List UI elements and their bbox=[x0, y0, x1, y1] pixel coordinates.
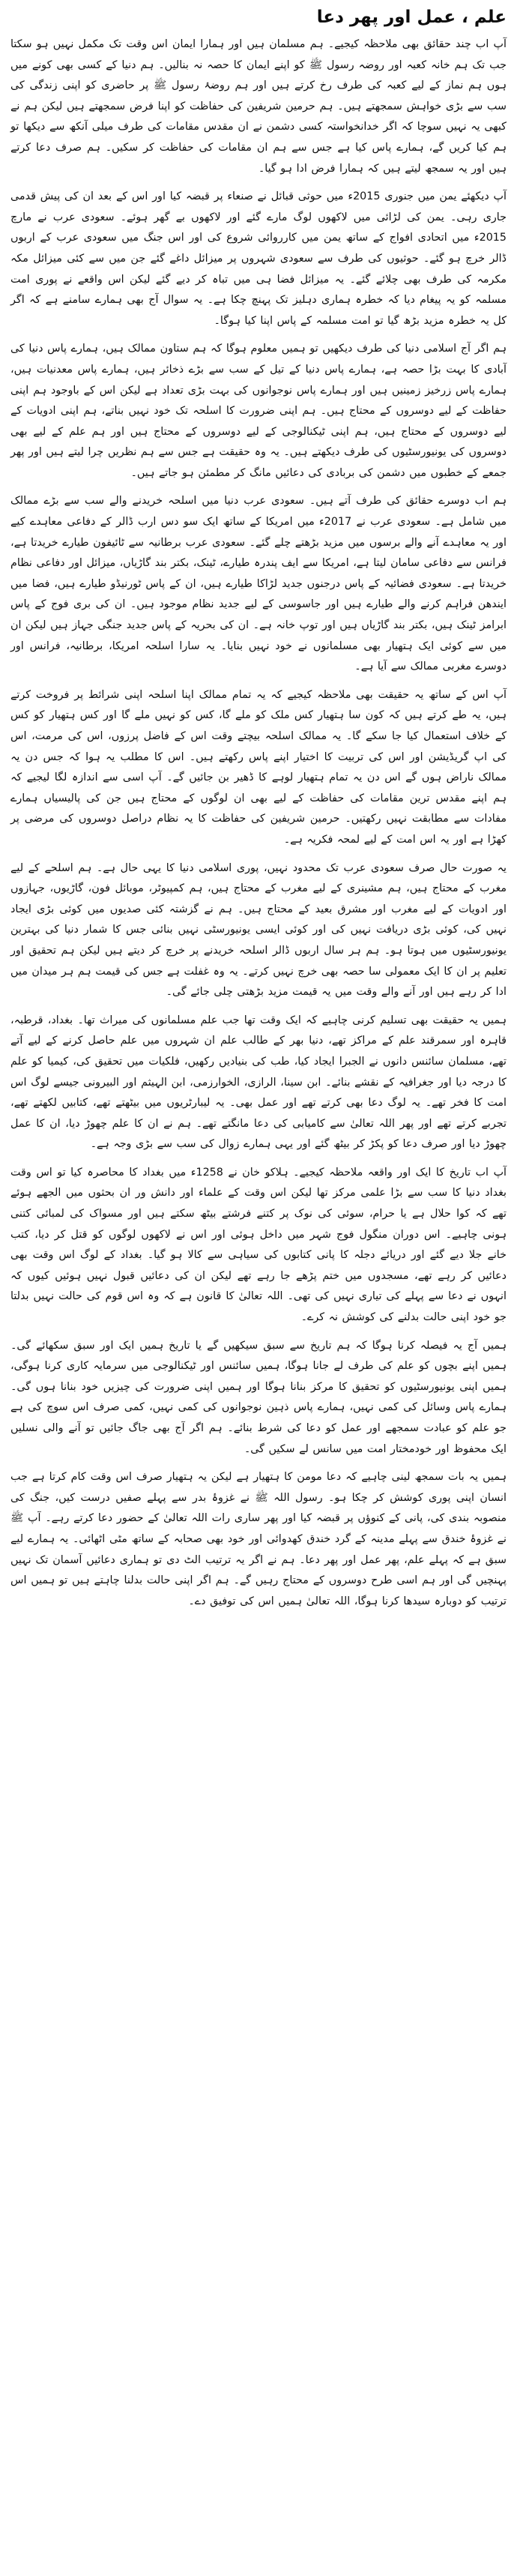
paragraph: آپ اس کے ساتھ یہ حقیقت بھی ملاحظہ کیجیے کہ یہ تمام ممالک اپنا اسلحہ اپنی شرائط پر فروخت کرتے ہیں، یہ طے کرتے ہیں کہ کون سا ہتھیار کس ملک کو ملے گا، کس کو نہیں ملے گا اور کس ہتھیار کو کس کے خلاف استعمال کیا جا سکے گا۔ یہ ممالک اسلحہ بیچتے وقت اس کے فاضل پرزوں، اس کی مرمت، اس کی اپ گریڈیشن اور اس کی تربیت کا اختیار اپنے پاس رکھتے ہیں۔ اس کا مطلب یہ ہوا کہ جس دن یہ ممالک ناراض ہوں گے اس دن یہ تمام ہتھیار لوہے کا ڈھیر بن جائیں گے۔ آپ اسی سے اندازہ لگا لیجیے کہ ہم اپنے مقدس ترین مقامات کی حفاظت کے لیے بھی ان لوگوں کے محتاج ہیں جن کی پالیسیاں ہمارے مفادات سے مطابقت نہیں رکھتیں۔ حرمین شریفین کی حفاظت کا یہ نظام دراصل دوسروں کی مرضی پر کھڑا ہے اور یہ اس امت کے لیے لمحہ فکریہ ہے۔ bbox=[10, 688, 507, 846]
paragraph: یہ صورت حال صرف سعودی عرب تک محدود نہیں، پوری اسلامی دنیا کا یہی حال ہے۔ ہم اسلحے کے لیے مغرب کے محتاج ہیں، ہم مشینری کے لیے مغرب کے محتاج ہیں، ہم کمپیوٹر، موبائل فون، گاڑیوں، جہازوں اور ادویات کے لیے مغرب اور مشرق بعید کے محتاج ہیں۔ ہم نے گزشتہ کئی صدیوں میں کوئی بڑی ایجاد نہیں کی، کوئی بڑی دریافت نہیں کی اور کوئی ایسی یونیورسٹی نہیں بنائی جس کا شمار دنیا کی بہترین یونیورسٹیوں میں ہوتا ہو۔ ہم ہر سال اربوں ڈالر اسلحہ خریدنے پر خرچ کر دیتے ہیں لیکن ہم تحقیق اور تعلیم پر ان کا ایک معمولی سا حصہ بھی خرچ نہیں کرتے۔ یہ وہ غفلت ہے جس کی قیمت ہم ہر میدان میں ادا کر رہے ہیں اور آنے والے وقت میں یہ قیمت مزید بڑھتی چلی جائے گی۔ bbox=[10, 861, 507, 999]
paragraph: آپ اب چند حقائق بھی ملاحظہ کیجیے۔ ہم مسلمان ہیں اور ہمارا ایمان اس وقت تک مکمل نہیں ہو سکتا جب تک ہم خانہ کعبہ اور روضہ رسول ﷺ کو اپنے ایمان کا حصہ نہ بنالیں۔ ہم دنیا کے کسی بھی کونے میں ہوں ہم نماز کے لیے کعبہ کی طرف رخ کرتے ہیں اور ہم روضۂ رسول ﷺ پر حاضری کو اپنی زندگی کی سب سے بڑی خواہش سمجھتے ہیں۔ ہم حرمین شریفین کی حفاظت کو اپنا فرض سمجھتے ہیں لیکن ہم نے کبھی یہ نہیں سوچا کہ اگر خدانخواستہ کسی دشمن نے ان مقدس مقامات کی طرف میلی آنکھ سے دیکھا تو ہم کیا کریں گے، ہمارے پاس کیا ہے جس سے ہم ان مقامات کی حفاظت کر سکیں۔ ہم صرف دعا کرتے ہیں اور یہ سمجھ لیتے ہیں کہ ہمارا فرض ادا ہو گیا۔ bbox=[10, 38, 507, 175]
paragraph: آپ اب تاریخ کا ایک اور واقعہ ملاحظہ کیجیے۔ ہلاکو خان نے 1258ء میں بغداد کا محاصرہ کیا تو اس وقت بغداد دنیا کا سب سے بڑا علمی مرکز تھا لیکن اس وقت کے علماء اور دانش ور ان بحثوں میں الجھے ہوئے تھے کہ کوا حلال ہے یا حرام، سوئی کی نوک پر کتنے فرشتے بیٹھ سکتے ہیں اور مسواک کی لمبائی کتنی ہونی چاہیے۔ اس دوران منگول فوج شہر میں داخل ہوئی اور اس نے لاکھوں لوگوں کو قتل کر دیا، کتب خانے جلا دیے گئے اور دریائے دجلہ کا پانی کتابوں کی سیاہی سے کالا ہو گیا۔ بغداد کے لوگ اس وقت بھی دعائیں کر رہے تھے، مسجدوں میں ختم پڑھے جا رہے تھے لیکن ان کی دعائیں قبول نہیں ہوئیں کیوں کہ انہوں نے دعا سے پہلے کی تیاری نہیں کی تھی۔ اللہ تعالیٰ کا قانون ہے کہ وہ اس قوم کی حالت نہیں بدلتا جو خود اپنی حالت بدلنے کی کوشش نہ کرے۔ bbox=[10, 1166, 507, 1324]
paragraph: ہمیں آج یہ فیصلہ کرنا ہوگا کہ ہم تاریخ سے سبق سیکھیں گے یا تاریخ ہمیں ایک اور سبق سکھائے گی۔ ہمیں اپنے بچوں کو علم کی طرف لے جانا ہوگا، ہمیں سائنس اور ٹیکنالوجی میں سرمایہ کاری کرنا ہوگی، ہمیں اپنی یونیورسٹیوں کو تحقیق کا مرکز بنانا ہوگا اور ہمیں اپنی ضرورت کی چیزیں خود بنانا ہوں گی۔ ہمارے پاس وسائل کی کمی نہیں، ہمارے پاس ذہین نوجوانوں کی کمی نہیں، کمی صرف اس سوچ کی ہے جو علم کو عبادت سمجھے اور عمل کو دعا کی شرط بنائے۔ ہم اگر آج بھی جاگ جائیں تو آنے والی نسلیں ایک محفوظ اور خودمختار امت میں سانس لے سکیں گی۔ bbox=[10, 1339, 507, 1455]
paragraph: آپ دیکھئے یمن میں جنوری 2015ء میں حوثی قبائل نے صنعاء پر قبضہ کیا اور اس کے بعد ان کی پیش قدمی جاری رہی۔ یمن کی لڑائی میں لاکھوں لوگ مارے گئے اور لاکھوں بے گھر ہوئے۔ سعودی عرب نے مارچ 2015ء میں اتحادی افواج کے ساتھ یمن میں کارروائی شروع کی اور اس جنگ میں سعودی عرب کے اربوں ڈالر خرچ ہو گئے۔ حوثیوں کی طرف سے سعودی شہروں پر میزائل داغے گئے جن میں سے کئی میزائل مکہ مکرمہ کی طرف بھی چلائے گئے۔ یہ میزائل فضا ہی میں تباہ کر دیے گئے لیکن اس واقعے نے پوری امت مسلمہ کو یہ پیغام دیا کہ خطرہ ہماری دہلیز تک پہنچ چکا ہے۔ یہ سوال آج بھی ہمارے سامنے ہے کہ اگر کل یہ خطرہ مزید بڑھ گیا تو امت مسلمہ کے پاس اپنا کیا ہوگا۔ bbox=[10, 190, 507, 327]
paragraph: ہم اگر آج اسلامی دنیا کی طرف دیکھیں تو ہمیں معلوم ہوگا کہ ہم ستاون ممالک ہیں، ہمارے پاس دنیا کی آبادی کا بہت بڑا حصہ ہے، ہمارے پاس دنیا کے تیل کے سب سے بڑے ذخائر ہیں، ہمارے پاس معدنیات ہیں، ہمارے پاس زرخیز زمینیں ہیں اور ہمارے پاس نوجوانوں کی بہت بڑی تعداد ہے لیکن اس کے باوجود ہم اپنی حفاظت کے لیے دوسروں کے محتاج ہیں۔ ہم اپنی ضرورت کا اسلحہ تک خود نہیں بناتے، ہم اپنی ادویات کے لیے دوسروں کے محتاج ہیں، ہم اپنی ٹیکنالوجی کے لیے دوسروں کے محتاج ہیں اور ہم علم کے لیے بھی دوسروں کی یونیورسٹیوں کی طرف دیکھتے ہیں۔ یہ وہ حقیقت ہے جس سے ہم نظریں چرا لیتے ہیں اور پھر جمعے کے خطبوں میں دشمن کی بربادی کی دعائیں مانگ کر مطمئن ہو جاتے ہیں۔ bbox=[10, 343, 507, 479]
article-title: علم ، عمل اور پھر دعا bbox=[316, 7, 507, 27]
paragraph: ہمیں یہ بات سمجھ لینی چاہیے کہ دعا مومن کا ہتھیار ہے لیکن یہ ہتھیار صرف اس وقت کام کرتا ہے جب انسان اپنی پوری کوشش کر چکا ہو۔ رسول اللہ ﷺ نے غزوۂ بدر سے پہلے صفیں درست کیں، جنگ کی منصوبہ بندی کی، پانی کے کنوؤں پر قبضہ کیا اور پھر ساری رات اللہ تعالیٰ کے حضور دعا کرتے رہے۔ آپ ﷺ نے غزوۂ خندق سے پہلے مدینہ کے گرد خندق کھدوائی اور خود بھی صحابہ کے ساتھ مٹی اٹھائی۔ یہ ہمارے لیے سبق ہے کہ پہلے علم، پھر عمل اور پھر دعا۔ ہم نے اگر یہ ترتیب الٹ دی تو ہماری دعائیں آسمان تک نہیں پہنچیں گی اور ہم اسی طرح دوسروں کے محتاج رہیں گے۔ ہم اگر اپنی حالت بدلنا چاہتے ہیں تو ہمیں اس ترتیب کو دوبارہ سیدھا کرنا ہوگا، اللہ تعالیٰ ہمیں اس کی توفیق دے۔ bbox=[10, 1471, 507, 1607]
article-body bbox=[10, 34, 507, 1612]
paragraph: ہمیں یہ حقیقت بھی تسلیم کرنی چاہیے کہ ایک وقت تھا جب علم مسلمانوں کی میراث تھا۔ بغداد، قرطبہ، قاہرہ اور سمرقند علم کے مراکز تھے، دنیا بھر کے طالب علم ان شہروں میں علم حاصل کرنے کے لیے آتے تھے، مسلمان سائنس دانوں نے الجبرا ایجاد کیا، طب کی بنیادیں رکھیں، فلکیات میں تحقیق کی، کیمیا کو علم کا درجہ دیا اور جغرافیہ کے نقشے بنائے۔ ابن سینا، الرازی، الخوارزمی، ابن الہیثم اور البیرونی جیسے لوگ اس امت کا فخر تھے۔ یہ لوگ دعا بھی کرتے تھے اور عمل بھی۔ یہ لیبارٹریوں میں بیٹھتے تھے، کتابیں لکھتے تھے، تجربے کرتے تھے اور پھر اللہ تعالیٰ سے کامیابی کی دعا مانگتے تھے۔ ہم نے ان کا علم چھوڑ دیا، ان کا عمل چھوڑ دیا اور صرف دعا کو پکڑ کر بیٹھ گئے اور یہی ہمارے زوال کی سب سے بڑی وجہ ہے۔ bbox=[10, 1014, 507, 1151]
paragraph: ہم اب دوسرے حقائق کی طرف آتے ہیں۔ سعودی عرب دنیا میں اسلحہ خریدنے والے سب سے بڑے ممالک میں شامل ہے۔ سعودی عرب نے 2017ء میں امریکا کے ساتھ ایک سو دس ارب ڈالر کے دفاعی معاہدے کیے اور یہ معاہدے آنے والے برسوں میں مزید بڑھتے چلے گئے۔ سعودی عرب برطانیہ سے ٹائیفون طیارے خریدتا ہے، فرانس سے دفاعی سامان لیتا ہے، امریکا سے ایف پندرہ طیارے، ٹینک، بکتر بند گاڑیاں، میزائل اور دفاعی نظام خریدتا ہے۔ سعودی فضائیہ کے پاس درجنوں جدید لڑاکا طیارے ہیں، ان کے پاس ٹورنیڈو طیارے ہیں، فضا میں ایندھن فراہم کرنے والے طیارے ہیں اور جاسوسی کے لیے جدید نظام موجود ہیں۔ ان کی بری فوج کے پاس ابرامز ٹینک ہیں، بکتر بند گاڑیاں ہیں اور توپ خانہ ہے۔ ان کی بحریہ کے پاس جدید جنگی جہاز ہیں لیکن ان میں سے کوئی ایک ہتھیار بھی مسلمانوں نے خود نہیں بنایا۔ یہ سارا اسلحہ امریکا، برطانیہ، فرانس اور دوسرے مغربی ممالک سے آیا ہے۔ bbox=[10, 495, 507, 673]
